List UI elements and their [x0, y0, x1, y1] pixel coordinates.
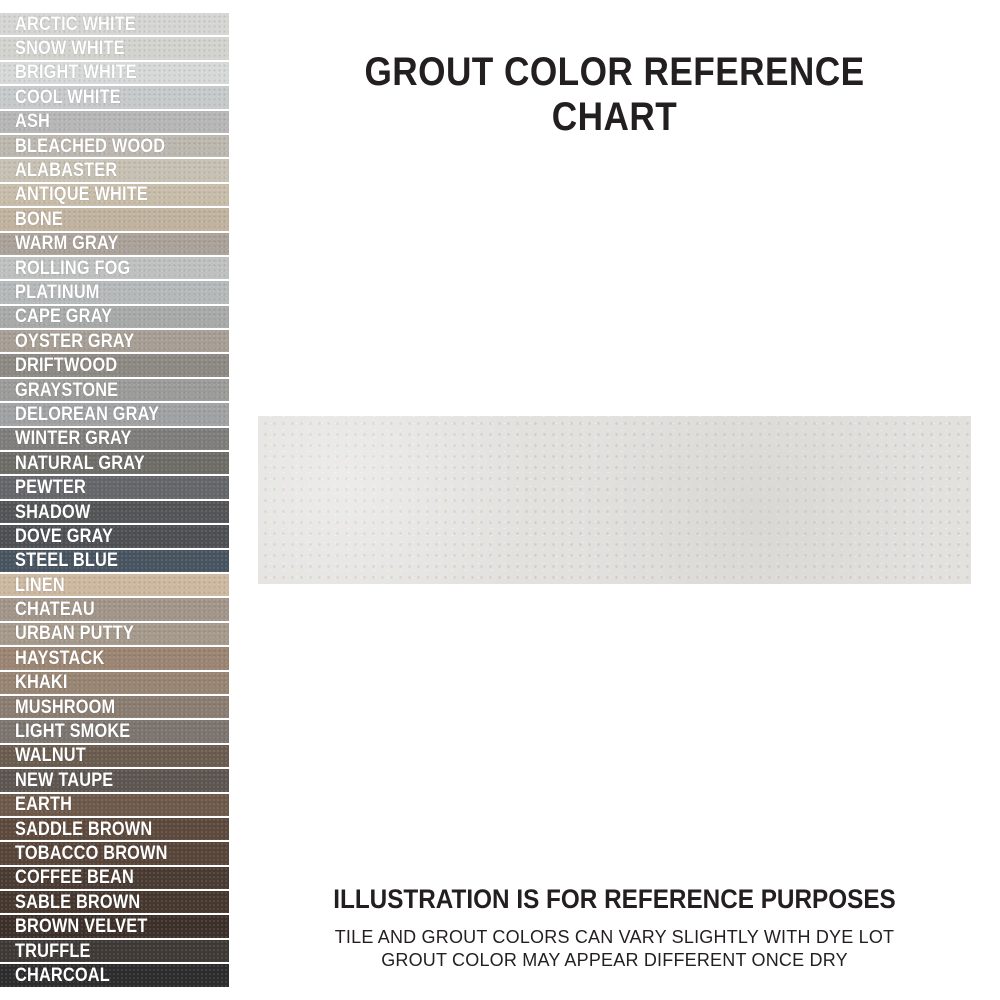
grout-swatch [0, 867, 229, 889]
grout-swatch [0, 184, 229, 206]
grout-swatch-label: SHADOW [15, 501, 91, 523]
grout-swatch-label: CAPE GRAY [15, 306, 113, 328]
grout-swatch [0, 428, 229, 450]
grout-swatch [0, 623, 229, 645]
grout-swatch [0, 330, 229, 352]
grout-swatch-label: URBAN PUTTY [15, 623, 135, 645]
grout-swatch [0, 501, 229, 523]
grout-swatch [0, 598, 229, 620]
grout-swatch [0, 574, 229, 596]
grout-swatch-label: ALABASTER [15, 160, 118, 182]
grout-swatch-label: NEW TAUPE [15, 769, 114, 791]
grout-swatch-label: BROWN VELVET [15, 916, 148, 938]
grout-swatch [0, 13, 229, 35]
grout-swatch-label: DOVE GRAY [15, 525, 114, 547]
grout-swatch-label: EARTH [15, 794, 73, 816]
grout-swatch-label: SNOW WHITE [15, 38, 125, 60]
grout-swatch-label: CHARCOAL [15, 964, 110, 986]
grout-swatch-label: WINTER GRAY [15, 428, 132, 450]
grout-swatch-label: ASH [15, 111, 51, 133]
grout-swatch-label: OYSTER GRAY [15, 330, 135, 352]
grout-swatch [0, 208, 229, 230]
grout-swatch-label: WARM GRAY [15, 233, 119, 255]
grout-swatch [0, 159, 229, 181]
grout-swatch-label: BONE [15, 208, 63, 230]
grout-swatch-label: DELOREAN GRAY [15, 403, 160, 425]
grout-swatch [0, 37, 229, 59]
grout-swatch-label: DRIFTWOOD [15, 355, 118, 377]
grout-swatch-list [0, 13, 229, 989]
disclaimer-dye-lot-note: TILE AND GROUT COLORS CAN VARY SLIGHTLY WITH DYE LOT [334, 927, 895, 947]
grout-swatch-label: HAYSTACK [15, 647, 105, 669]
grout-swatch [0, 281, 229, 303]
grout-swatch [0, 769, 229, 791]
tile-sample-preview [258, 416, 971, 584]
grout-swatch-label: BRIGHT WHITE [15, 62, 137, 84]
grout-swatch [0, 550, 229, 572]
grout-swatch [0, 525, 229, 547]
grout-swatch [0, 696, 229, 718]
grout-swatch-label: BLEACHED WOOD [15, 135, 166, 157]
grout-swatch-label: COOL WHITE [15, 86, 121, 108]
grout-swatch-label: STEEL BLUE [15, 550, 119, 572]
grout-swatch [0, 135, 229, 157]
grout-swatch [0, 794, 229, 816]
grout-swatch [0, 354, 229, 376]
disclaimer-dry-color-note: GROUT COLOR MAY APPEAR DIFFERENT ONCE DRY [381, 950, 848, 970]
grout-swatch [0, 257, 229, 279]
grout-swatch-label: ROLLING FOG [15, 257, 131, 279]
grout-swatch [0, 891, 229, 913]
grout-swatch-label: KHAKI [15, 672, 68, 694]
chart-title: GROUT COLOR REFERENCE CHART [364, 50, 865, 139]
grout-swatch-label: ANTIQUE WHITE [15, 184, 148, 206]
grout-swatch-label: SADDLE BROWN [15, 818, 153, 840]
grout-swatch-label: COFFEE BEAN [15, 867, 135, 889]
grout-swatch [0, 62, 229, 84]
grout-swatch-label: TOBACCO BROWN [15, 842, 168, 864]
grout-swatch [0, 111, 229, 133]
grout-swatch-label: NATURAL GRAY [15, 452, 145, 474]
grout-swatch [0, 818, 229, 840]
grout-swatch-label: PLATINUM [15, 281, 100, 303]
grout-swatch-label: CHATEAU [15, 599, 95, 621]
grout-swatch [0, 720, 229, 742]
grout-swatch [0, 745, 229, 767]
grout-swatch [0, 940, 229, 962]
grout-swatch-label: TRUFFLE [15, 940, 91, 962]
grout-swatch-label: MUSHROOM [15, 696, 116, 718]
grout-swatch [0, 86, 229, 108]
grout-swatch [0, 233, 229, 255]
grout-swatch-label: ARCTIC WHITE [15, 13, 136, 35]
grout-swatch [0, 647, 229, 669]
grout-swatch-label: LINEN [15, 574, 65, 596]
disclaimer-heading: ILLUSTRATION IS FOR REFERENCE PURPOSES [333, 884, 896, 914]
grout-swatch [0, 379, 229, 401]
grout-swatch-label: SABLE BROWN [15, 891, 141, 913]
grout-swatch [0, 306, 229, 328]
grout-swatch-label: LIGHT SMOKE [15, 721, 131, 743]
grout-swatch-label: GRAYSTONE [15, 379, 119, 401]
grout-swatch [0, 964, 229, 986]
grout-swatch [0, 672, 229, 694]
grout-swatch [0, 403, 229, 425]
grout-swatch [0, 476, 229, 498]
grout-swatch-label: WALNUT [15, 745, 86, 767]
grout-swatch [0, 915, 229, 937]
grout-swatch-label: PEWTER [15, 477, 86, 499]
grout-swatch [0, 452, 229, 474]
grout-swatch [0, 842, 229, 864]
